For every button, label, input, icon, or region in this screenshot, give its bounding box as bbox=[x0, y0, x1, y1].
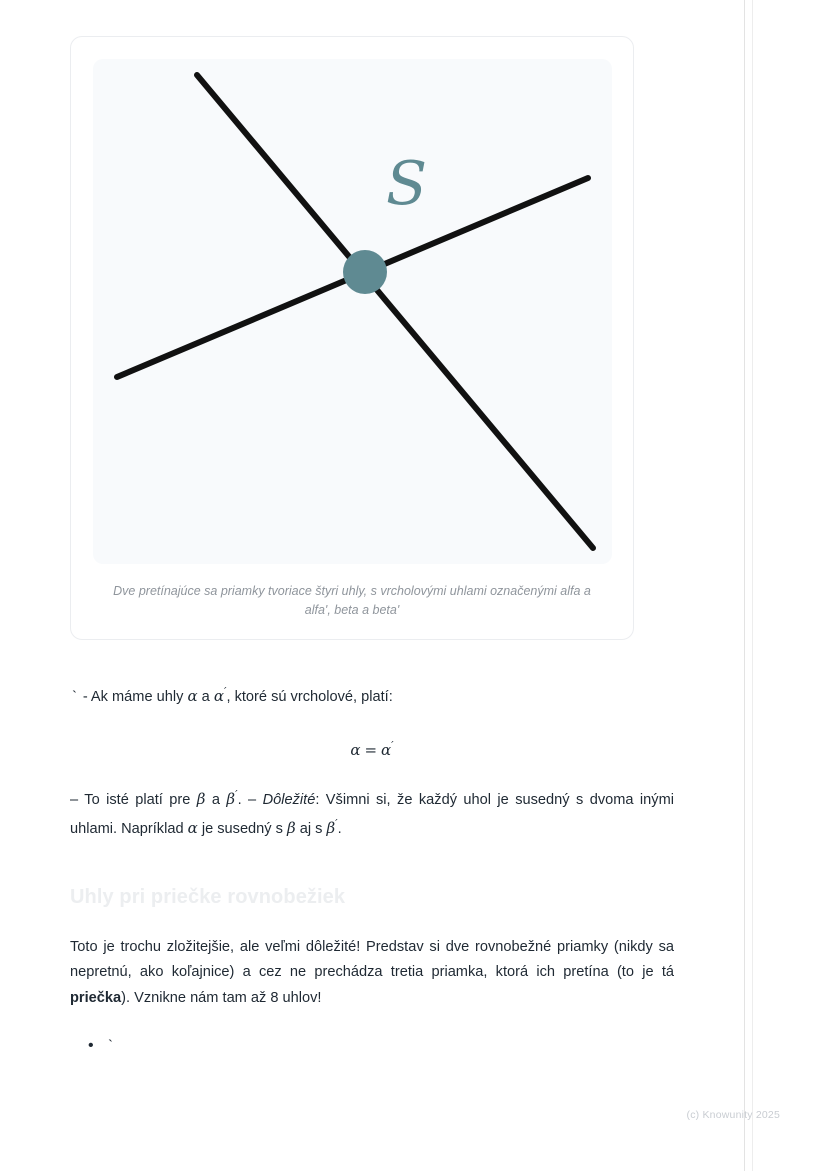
page-gutter-rule-left bbox=[744, 0, 745, 1171]
list-item bbox=[106, 1034, 674, 1061]
para2-and: a bbox=[205, 792, 227, 808]
important-label: Dôležité bbox=[262, 792, 316, 808]
equation-left-term: α bbox=[350, 741, 361, 760]
figure-canvas bbox=[93, 59, 612, 564]
section-heading-transversal-angles: Uhly pri priečke rovnobežiek bbox=[70, 885, 346, 908]
para2-pre: – To isté platí pre bbox=[70, 792, 197, 808]
para1-pre: - Ak máme uhly bbox=[78, 688, 188, 705]
para3-pre: Toto je trochu zložitejšie, ale veľmi dôležité! Predstav si dve rovnobežné priamky (nikdy sa nepretnú, ako koľajnice) a cez ne prechádza tretia priamka, ktorá ich pretína (to je tá bbox=[70, 938, 674, 981]
intersection-point bbox=[343, 250, 387, 294]
tick-mark: ` bbox=[70, 689, 79, 706]
beta-symbol-two: β bbox=[287, 818, 296, 837]
para2-after-italic: : Všimni si, že každý uhol je susedný s dvoma inými uhlami. Napríklad bbox=[70, 792, 674, 837]
para1-mid: a bbox=[197, 688, 214, 705]
bullet-list bbox=[70, 1034, 674, 1061]
equation-right-term: α bbox=[381, 741, 392, 760]
page-gutter-rule-right bbox=[752, 0, 753, 1171]
para3-post: ). Vznikne nám tam až 8 uhlov! bbox=[121, 989, 322, 1006]
alpha-prime-symbol: α bbox=[213, 686, 224, 705]
beta-symbol: β bbox=[196, 790, 206, 808]
equation-prime-mark: ′ bbox=[391, 739, 394, 753]
transversal-term: priečka bbox=[70, 989, 122, 1006]
para2-tail2: aj s bbox=[295, 820, 327, 837]
para2-tail1: je susedný s bbox=[197, 820, 287, 837]
figure-caption: Dve pretínajúce sa priamky tvoriace štyri uhly, s vrcholovými uhlami označenými alfa a alfa', beta a beta' bbox=[113, 584, 591, 618]
beta-prime-symbol: β bbox=[226, 790, 236, 808]
prime-mark: ′ bbox=[223, 684, 227, 698]
equation-equals-sign: = bbox=[364, 741, 378, 760]
footer-copyright: (c) Knowunity 2025 bbox=[686, 1109, 780, 1121]
para2-end: . bbox=[337, 820, 342, 837]
beta-symbol-three: β bbox=[326, 818, 336, 837]
figure-card bbox=[70, 36, 634, 640]
paragraph-adjacent-angles bbox=[70, 785, 674, 842]
alpha-symbol: α bbox=[187, 686, 198, 705]
paragraph-transversal-intro bbox=[70, 935, 674, 1012]
paragraph-vertical-angles bbox=[70, 682, 674, 711]
para1-post: , ktoré sú vrcholové, platí: bbox=[226, 688, 393, 705]
bullet-tick-mark: ` bbox=[106, 1038, 115, 1055]
para2-mid: . – bbox=[237, 792, 263, 808]
intersecting-lines-diagram bbox=[93, 59, 612, 564]
prime-mark-three: ′ bbox=[335, 816, 338, 830]
prime-mark-two: ′ bbox=[235, 788, 238, 802]
point-label-s: S bbox=[386, 149, 428, 219]
equation-alpha-equals-alpha-prime bbox=[70, 739, 674, 759]
alpha-symbol-two: α bbox=[187, 818, 198, 837]
line-one bbox=[197, 75, 593, 548]
